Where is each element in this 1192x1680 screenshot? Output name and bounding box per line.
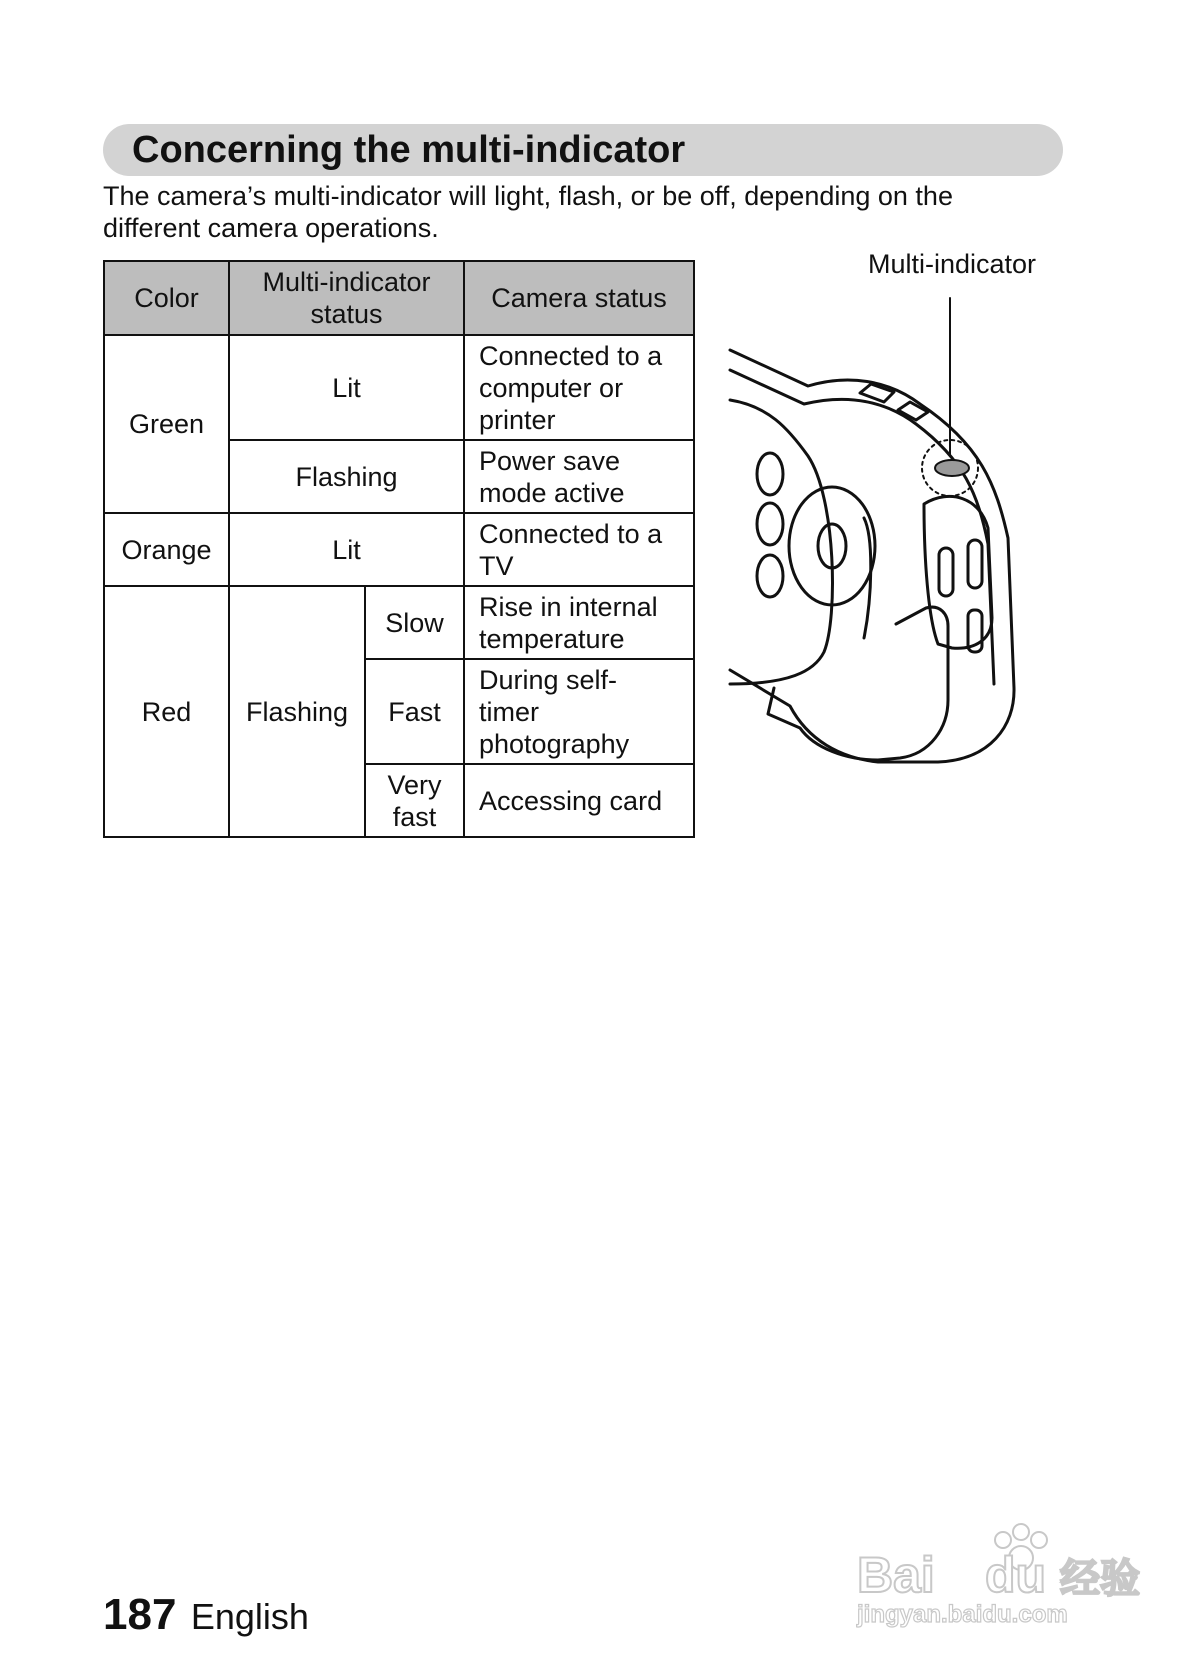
page-language: English (190, 1596, 309, 1637)
header-camera-status: Camera status (464, 261, 694, 335)
svg-text:du: du (985, 1547, 1047, 1603)
multi-indicator-table (103, 260, 695, 838)
cell-red-slow-status: Rise in internal temperature (464, 586, 694, 659)
svg-text:经验: 经验 (1060, 1557, 1140, 1601)
page-footer (103, 1590, 309, 1650)
cell-orange-lit: Lit (229, 513, 464, 586)
intro-line-2: different camera operations. (103, 213, 439, 243)
cell-green-lit: Lit (229, 335, 464, 440)
cell-color-green: Green (104, 335, 229, 513)
intro-paragraph (103, 180, 1063, 244)
cell-green-flashing: Flashing (229, 440, 464, 513)
cell-color-orange: Orange (104, 513, 229, 586)
section-title: Concerning the multi-indicator (132, 129, 686, 171)
table-header-row (104, 261, 694, 335)
cell-red-slow: Slow (365, 586, 464, 659)
header-indicator-status: Multi-indicator status (229, 261, 464, 335)
cell-red-fast-status: During self- timer photography (464, 659, 694, 764)
multi-indicator-callout-label: Multi-indicator (868, 249, 1037, 279)
section-title-bar (103, 124, 1063, 176)
cell-red-flashing: Flashing (229, 586, 365, 837)
svg-text:jingyan.baidu.com: jingyan.baidu.com (857, 1601, 1068, 1628)
cell-green-flashing-status: Power save mode active (464, 440, 694, 513)
page-number: 187 (103, 1590, 177, 1639)
table-row (104, 586, 694, 659)
intro-line-1: The camera’s multi-indicator will light, flash, or be off, depending on the (103, 181, 953, 211)
cell-red-very-fast-status: Accessing card (464, 764, 694, 837)
table-row (104, 335, 694, 440)
cell-red-very-fast: Very fast (365, 764, 464, 837)
header-color: Color (104, 261, 229, 335)
svg-text:Bai: Bai (857, 1547, 935, 1603)
cell-green-lit-status: Connected to a computer or printer (464, 335, 694, 440)
cell-orange-lit-status: Connected to a TV (464, 513, 694, 586)
camera-illustration-icon (728, 288, 1028, 783)
cell-red-fast: Fast (365, 659, 464, 764)
table-row (104, 513, 694, 586)
baidu-watermark-logo (855, 1520, 1155, 1630)
cell-color-red: Red (104, 586, 229, 837)
